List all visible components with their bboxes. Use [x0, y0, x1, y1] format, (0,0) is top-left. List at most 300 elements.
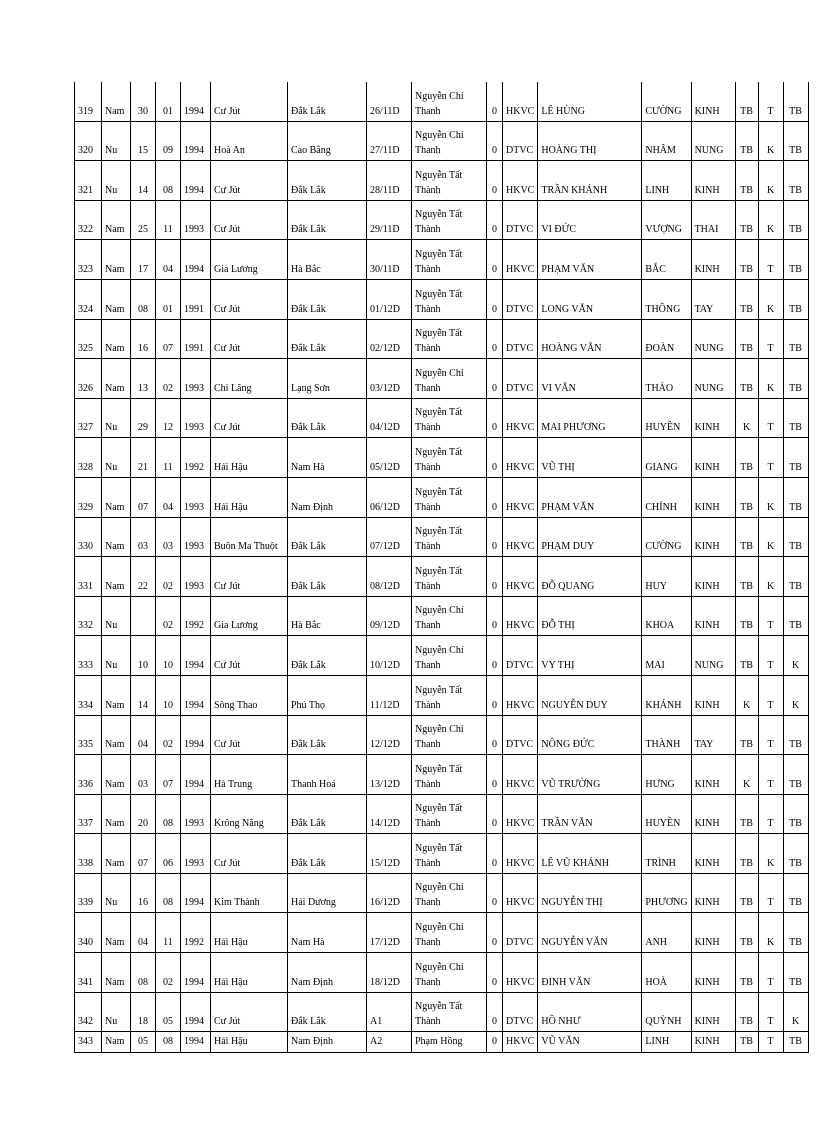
school-cell: Nguyễn Tất Thành [412, 398, 487, 438]
birth-day-cell: 05 [131, 1032, 156, 1053]
birth-year-cell: 1994 [181, 636, 211, 676]
status-code-cell: HKVC [503, 398, 538, 438]
score-cell: 0 [487, 477, 503, 517]
grade-2-cell: K [758, 834, 783, 874]
birth-day-cell: 03 [131, 517, 156, 557]
grade-2-cell: T [758, 794, 783, 834]
grade-3-cell: TB [783, 438, 808, 478]
ethnicity-cell: NUNG [691, 359, 735, 399]
grade-1-cell: K [735, 398, 758, 438]
row-number-cell: 334 [75, 675, 102, 715]
row-number-cell: 330 [75, 517, 102, 557]
table-row [75, 596, 809, 636]
birth-month-cell: 08 [156, 794, 181, 834]
given-name-cell: CHÍNH [642, 477, 691, 517]
class-code-cell: 01/12D [367, 279, 412, 319]
given-name-cell: VƯỢNG [642, 200, 691, 240]
grade-1-cell: TB [735, 913, 758, 953]
birthplace-district-cell: Cư Jút [211, 636, 288, 676]
birth-month-cell: 10 [156, 636, 181, 676]
row-number-cell: 320 [75, 121, 102, 161]
birth-day-cell: 17 [131, 240, 156, 280]
grade-3-cell: TB [783, 517, 808, 557]
school-cell: Nguyễn Tất Thành [412, 161, 487, 201]
birth-day-cell: 03 [131, 755, 156, 795]
status-code-cell: HKVC [503, 161, 538, 201]
birth-day-cell: 16 [131, 873, 156, 913]
given-name-cell: THÀNH [642, 715, 691, 755]
score-cell: 0 [487, 675, 503, 715]
birthplace-province-cell: Phú Thọ [288, 675, 367, 715]
score-cell: 0 [487, 438, 503, 478]
school-cell: Nguyễn Tất Thành [412, 438, 487, 478]
given-name-cell: HOÀ [642, 953, 691, 993]
ethnicity-cell: TAY [691, 279, 735, 319]
class-code-cell: 03/12D [367, 359, 412, 399]
birth-year-cell: 1991 [181, 319, 211, 359]
class-code-cell: 12/12D [367, 715, 412, 755]
status-code-cell: HKVC [503, 82, 538, 121]
score-cell: 0 [487, 992, 503, 1032]
birth-day-cell: 14 [131, 675, 156, 715]
birthplace-district-cell: Cư Jút [211, 715, 288, 755]
status-code-cell: HKVC [503, 240, 538, 280]
given-name-cell: LINH [642, 1032, 691, 1053]
given-name-cell: TRÌNH [642, 834, 691, 874]
surname-cell: MAI PHƯƠNG [538, 398, 642, 438]
birthplace-district-cell: Gia Lương [211, 240, 288, 280]
gender-cell: Nam [102, 557, 131, 597]
class-code-cell: A1 [367, 992, 412, 1032]
birth-day-cell: 10 [131, 636, 156, 676]
birth-day-cell: 20 [131, 794, 156, 834]
grade-2-cell: K [758, 161, 783, 201]
school-cell: Nguyễn Tất Thành [412, 557, 487, 597]
birthplace-district-cell: Cư Jút [211, 319, 288, 359]
grade-1-cell: TB [735, 596, 758, 636]
grade-1-cell: K [735, 755, 758, 795]
ethnicity-cell: KINH [691, 477, 735, 517]
birthplace-province-cell: Đắk Lắk [288, 517, 367, 557]
school-cell: Nguyễn Chí Thanh [412, 913, 487, 953]
ethnicity-cell: NUNG [691, 636, 735, 676]
table-row [75, 82, 809, 121]
ethnicity-cell: KINH [691, 953, 735, 993]
grade-2-cell: T [758, 438, 783, 478]
birth-year-cell: 1994 [181, 82, 211, 121]
score-cell: 0 [487, 200, 503, 240]
ethnicity-cell: KINH [691, 913, 735, 953]
gender-cell: Nu [102, 398, 131, 438]
surname-cell: PHẠM VĂN [538, 477, 642, 517]
birth-month-cell: 11 [156, 200, 181, 240]
score-cell: 0 [487, 1032, 503, 1053]
birth-day-cell: 18 [131, 992, 156, 1032]
grade-1-cell: TB [735, 557, 758, 597]
class-code-cell: 15/12D [367, 834, 412, 874]
birthplace-province-cell: Đắk Lắk [288, 715, 367, 755]
given-name-cell: LINH [642, 161, 691, 201]
birth-day-cell: 13 [131, 359, 156, 399]
ethnicity-cell: KINH [691, 992, 735, 1032]
surname-cell: NÔNG ĐỨC [538, 715, 642, 755]
birthplace-province-cell: Đắk Lắk [288, 161, 367, 201]
gender-cell: Nam [102, 240, 131, 280]
birthplace-district-cell: Cư Jút [211, 82, 288, 121]
birthplace-district-cell: Hà Trung [211, 755, 288, 795]
given-name-cell: CƯỜNG [642, 82, 691, 121]
grade-3-cell: TB [783, 200, 808, 240]
birth-year-cell: 1994 [181, 161, 211, 201]
gender-cell: Nam [102, 953, 131, 993]
score-cell: 0 [487, 161, 503, 201]
row-number-cell: 337 [75, 794, 102, 834]
school-cell: Nguyễn Chí Thanh [412, 636, 487, 676]
grade-3-cell: TB [783, 715, 808, 755]
grade-2-cell: K [758, 477, 783, 517]
surname-cell: ĐỖ THỊ [538, 596, 642, 636]
row-number-cell: 327 [75, 398, 102, 438]
grade-2-cell: T [758, 715, 783, 755]
birth-year-cell: 1994 [181, 755, 211, 795]
birth-day-cell: 29 [131, 398, 156, 438]
birthplace-province-cell: Đắk Lắk [288, 398, 367, 438]
birthplace-province-cell: Đắk Lắk [288, 794, 367, 834]
school-cell: Nguyễn Chí Thanh [412, 873, 487, 913]
birthplace-province-cell: Nam Hà [288, 913, 367, 953]
ethnicity-cell: KINH [691, 398, 735, 438]
grade-1-cell: TB [735, 240, 758, 280]
given-name-cell: ĐOÀN [642, 319, 691, 359]
grade-3-cell: K [783, 636, 808, 676]
grade-3-cell: TB [783, 794, 808, 834]
gender-cell: Nam [102, 834, 131, 874]
row-number-cell: 339 [75, 873, 102, 913]
birth-month-cell: 02 [156, 557, 181, 597]
birth-month-cell: 04 [156, 477, 181, 517]
birthplace-district-cell: Hoà An [211, 121, 288, 161]
birthplace-province-cell: Đắk Lắk [288, 279, 367, 319]
table-row [75, 675, 809, 715]
grade-3-cell: TB [783, 398, 808, 438]
birth-day-cell: 21 [131, 438, 156, 478]
class-code-cell: 04/12D [367, 398, 412, 438]
grade-1-cell: TB [735, 873, 758, 913]
grade-3-cell: TB [783, 913, 808, 953]
row-number-cell: 338 [75, 834, 102, 874]
birthplace-district-cell: Gia Lương [211, 596, 288, 636]
grade-1-cell: TB [735, 438, 758, 478]
surname-cell: TRẦN VĂN [538, 794, 642, 834]
ethnicity-cell: NUNG [691, 121, 735, 161]
grade-3-cell: TB [783, 953, 808, 993]
status-code-cell: HKVC [503, 438, 538, 478]
grade-2-cell: K [758, 913, 783, 953]
grade-2-cell: T [758, 953, 783, 993]
gender-cell: Nu [102, 596, 131, 636]
birth-year-cell: 1994 [181, 1032, 211, 1053]
grade-1-cell: TB [735, 1032, 758, 1053]
birth-year-cell: 1994 [181, 121, 211, 161]
birth-month-cell: 01 [156, 279, 181, 319]
score-cell: 0 [487, 359, 503, 399]
birthplace-district-cell: Buôn Ma Thuột [211, 517, 288, 557]
school-cell: Nguyễn Chí Thanh [412, 953, 487, 993]
table-row [75, 398, 809, 438]
school-cell: Nguyễn Tất Thành [412, 279, 487, 319]
class-code-cell: 02/12D [367, 319, 412, 359]
status-code-cell: DTVC [503, 279, 538, 319]
birth-day-cell: 07 [131, 834, 156, 874]
table-row [75, 319, 809, 359]
birth-month-cell: 11 [156, 438, 181, 478]
grade-1-cell: TB [735, 161, 758, 201]
status-code-cell: HKVC [503, 834, 538, 874]
birth-day-cell: 16 [131, 319, 156, 359]
grade-1-cell: TB [735, 517, 758, 557]
status-code-cell: DTVC [503, 319, 538, 359]
birth-year-cell: 1993 [181, 477, 211, 517]
class-code-cell: 13/12D [367, 755, 412, 795]
status-code-cell: HKVC [503, 477, 538, 517]
gender-cell: Nam [102, 913, 131, 953]
surname-cell: NGUYỄN DUY [538, 675, 642, 715]
surname-cell: NGUYỄN THỊ [538, 873, 642, 913]
birthplace-province-cell: Hải Dương [288, 873, 367, 913]
table-row [75, 755, 809, 795]
surname-cell: VI ĐỨC [538, 200, 642, 240]
surname-cell: VY THỊ [538, 636, 642, 676]
ethnicity-cell: KINH [691, 794, 735, 834]
status-code-cell: HKVC [503, 1032, 538, 1053]
ethnicity-cell: NUNG [691, 319, 735, 359]
grade-3-cell: TB [783, 240, 808, 280]
birth-year-cell: 1994 [181, 715, 211, 755]
status-code-cell: HKVC [503, 953, 538, 993]
class-code-cell: 05/12D [367, 438, 412, 478]
given-name-cell: HƯNG [642, 755, 691, 795]
school-cell: Nguyễn Tất Thành [412, 517, 487, 557]
birth-day-cell: 14 [131, 161, 156, 201]
school-cell: Nguyễn Tất Thành [412, 477, 487, 517]
birth-month-cell: 12 [156, 398, 181, 438]
table-row [75, 240, 809, 280]
row-number-cell: 336 [75, 755, 102, 795]
row-number-cell: 323 [75, 240, 102, 280]
ethnicity-cell: KINH [691, 161, 735, 201]
school-cell: Nguyễn Tất Thành [412, 755, 487, 795]
table-row [75, 279, 809, 319]
student-roster-table [74, 82, 809, 1053]
grade-3-cell: TB [783, 82, 808, 121]
birth-month-cell: 08 [156, 161, 181, 201]
surname-cell: LÊ VŨ KHÁNH [538, 834, 642, 874]
grade-2-cell: K [758, 121, 783, 161]
given-name-cell: CƯỜNG [642, 517, 691, 557]
class-code-cell: 10/12D [367, 636, 412, 676]
birth-month-cell: 10 [156, 675, 181, 715]
ethnicity-cell: THAI [691, 200, 735, 240]
status-code-cell: DTVC [503, 359, 538, 399]
given-name-cell: ANH [642, 913, 691, 953]
grade-2-cell: T [758, 755, 783, 795]
birthplace-province-cell: Đắk Lắk [288, 319, 367, 359]
class-code-cell: 09/12D [367, 596, 412, 636]
row-number-cell: 333 [75, 636, 102, 676]
birthplace-district-cell: Hải Hậu [211, 953, 288, 993]
birth-year-cell: 1992 [181, 438, 211, 478]
ethnicity-cell: KINH [691, 240, 735, 280]
given-name-cell: HUYỀN [642, 794, 691, 834]
class-code-cell: 27/11D [367, 121, 412, 161]
surname-cell: LÊ HÙNG [538, 82, 642, 121]
birthplace-province-cell: Đắk Lắk [288, 834, 367, 874]
birthplace-province-cell: Thanh Hoá [288, 755, 367, 795]
school-cell: Nguyễn Tất Thành [412, 675, 487, 715]
birth-year-cell: 1993 [181, 794, 211, 834]
table-row [75, 359, 809, 399]
grade-1-cell: TB [735, 834, 758, 874]
table-row [75, 992, 809, 1032]
birthplace-province-cell: Nam Định [288, 477, 367, 517]
given-name-cell: HUYỀN [642, 398, 691, 438]
table-row [75, 161, 809, 201]
gender-cell: Nam [102, 279, 131, 319]
school-cell: Nguyễn Chí Thanh [412, 596, 487, 636]
birthplace-province-cell: Đắk Lắk [288, 200, 367, 240]
gender-cell: Nam [102, 200, 131, 240]
class-code-cell: 14/12D [367, 794, 412, 834]
birthplace-province-cell: Nam Định [288, 953, 367, 993]
ethnicity-cell: KINH [691, 1032, 735, 1053]
ethnicity-cell: KINH [691, 438, 735, 478]
given-name-cell: HUY [642, 557, 691, 597]
grade-2-cell: T [758, 596, 783, 636]
status-code-cell: DTVC [503, 992, 538, 1032]
birth-month-cell: 09 [156, 121, 181, 161]
row-number-cell: 321 [75, 161, 102, 201]
gender-cell: Nam [102, 1032, 131, 1053]
gender-cell: Nu [102, 992, 131, 1032]
given-name-cell: GIANG [642, 438, 691, 478]
gender-cell: Nam [102, 477, 131, 517]
surname-cell: PHẠM DUY [538, 517, 642, 557]
birth-month-cell: 01 [156, 82, 181, 121]
ethnicity-cell: KINH [691, 596, 735, 636]
grade-1-cell: TB [735, 794, 758, 834]
given-name-cell: KHOA [642, 596, 691, 636]
gender-cell: Nu [102, 873, 131, 913]
birth-year-cell: 1993 [181, 517, 211, 557]
table-row [75, 477, 809, 517]
status-code-cell: DTVC [503, 200, 538, 240]
score-cell: 0 [487, 636, 503, 676]
school-cell: Nguyễn Tất Thành [412, 319, 487, 359]
birth-day-cell: 08 [131, 953, 156, 993]
birthplace-province-cell: Nam Hà [288, 438, 367, 478]
birthplace-province-cell: Lạng Sơn [288, 359, 367, 399]
row-number-cell: 324 [75, 279, 102, 319]
birth-year-cell: 1993 [181, 359, 211, 399]
birthplace-district-cell: Hải Hậu [211, 438, 288, 478]
class-code-cell: 06/12D [367, 477, 412, 517]
given-name-cell: PHƯƠNG [642, 873, 691, 913]
score-cell: 0 [487, 240, 503, 280]
given-name-cell: QUỲNH [642, 992, 691, 1032]
birthplace-province-cell: Đắk Lắk [288, 82, 367, 121]
score-cell: 0 [487, 596, 503, 636]
school-cell: Nguyễn Chí Thanh [412, 359, 487, 399]
row-number-cell: 341 [75, 953, 102, 993]
birth-month-cell: 03 [156, 517, 181, 557]
surname-cell: VŨ THỊ [538, 438, 642, 478]
surname-cell: HOÀNG VĂN [538, 319, 642, 359]
gender-cell: Nu [102, 121, 131, 161]
birthplace-province-cell: Nam Định [288, 1032, 367, 1053]
grade-2-cell: T [758, 82, 783, 121]
row-number-cell: 335 [75, 715, 102, 755]
birth-month-cell: 07 [156, 755, 181, 795]
school-cell: Nguyễn Tất Thành [412, 834, 487, 874]
grade-1-cell: TB [735, 319, 758, 359]
grade-3-cell: K [783, 992, 808, 1032]
gender-cell: Nu [102, 636, 131, 676]
grade-2-cell: T [758, 1032, 783, 1053]
score-cell: 0 [487, 398, 503, 438]
birth-year-cell: 1992 [181, 913, 211, 953]
birth-year-cell: 1992 [181, 596, 211, 636]
birth-year-cell: 1994 [181, 873, 211, 913]
ethnicity-cell: TAY [691, 715, 735, 755]
surname-cell: VŨ TRƯỜNG [538, 755, 642, 795]
gender-cell: Nam [102, 715, 131, 755]
birth-year-cell: 1994 [181, 992, 211, 1032]
table-row [75, 913, 809, 953]
class-code-cell: A2 [367, 1032, 412, 1053]
grade-2-cell: T [758, 873, 783, 913]
birthplace-district-cell: Hải Hậu [211, 913, 288, 953]
given-name-cell: THÔNG [642, 279, 691, 319]
table-row [75, 953, 809, 993]
school-cell: Nguyễn Tất Thành [412, 992, 487, 1032]
table-row [75, 438, 809, 478]
grade-2-cell: K [758, 557, 783, 597]
birthplace-district-cell: Cư Jút [211, 161, 288, 201]
status-code-cell: HKVC [503, 557, 538, 597]
score-cell: 0 [487, 319, 503, 359]
grade-3-cell: TB [783, 477, 808, 517]
birthplace-province-cell: Đắk Lắk [288, 557, 367, 597]
class-code-cell: 08/12D [367, 557, 412, 597]
school-cell: Nguyễn Chí Thanh [412, 715, 487, 755]
birth-month-cell: 02 [156, 596, 181, 636]
ethnicity-cell: KINH [691, 873, 735, 913]
birth-month-cell: 11 [156, 913, 181, 953]
grade-2-cell: T [758, 240, 783, 280]
status-code-cell: DTVC [503, 715, 538, 755]
surname-cell: PHẠM VĂN [538, 240, 642, 280]
school-cell: Nguyễn Tất Thành [412, 240, 487, 280]
table-row [75, 873, 809, 913]
surname-cell: VI VĂN [538, 359, 642, 399]
ethnicity-cell: KINH [691, 675, 735, 715]
school-cell: Phạm Hồng [412, 1032, 487, 1053]
birthplace-district-cell: Cư Jút [211, 279, 288, 319]
ethnicity-cell: KINH [691, 755, 735, 795]
row-number-cell: 325 [75, 319, 102, 359]
grade-2-cell: K [758, 279, 783, 319]
row-number-cell: 328 [75, 438, 102, 478]
